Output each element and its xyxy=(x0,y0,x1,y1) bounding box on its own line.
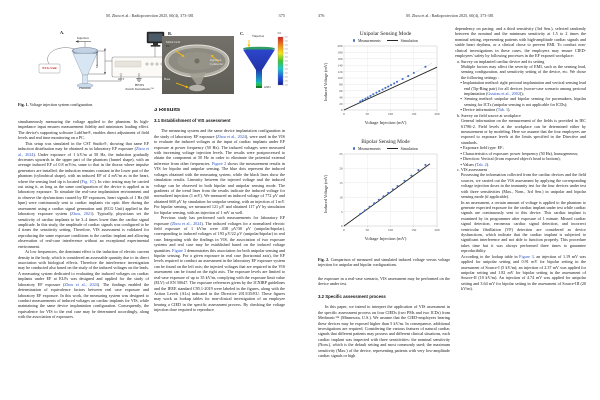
text-run: In this paper, we intend to interpret the application of VIS assessment in the specific assessment process on four CIEDs (two PMs and two ICDs) from Medtronic™ (Minnesota, U.S.). We assume that the CIED-employees bearing these devices may be exposed higher than 5 kV/m. In consequence, additional investigations are required. Considering the various features of natural cardiac signals that different patients may possess and different clinical situations, each cardiac implant was inspected with three sensitivities: the nominal sensitivity (Nom.), which is the default setting and most commonly used; the maximum sensitivity (Max.) of the device, representing patients with very low-amplitude cardiac signals or high xyxy=(318,304,450,359)
svg-text:120: 120 xyxy=(337,69,343,74)
svg-text:0: 0 xyxy=(340,223,343,228)
legend-label-measurements: Measurements xyxy=(357,38,381,43)
text-run: ). Typically, physicians set the sensitivity of cardiac implants to be 3–4 times lower than the cardiac signal amplitude. In this study, the amplitude of cardiac signals was configured to be 4 times the sensitivity setting. Therefore, VIS assessment is validated for reproducing the same exposure conditions to the cardiac implant and allowing observation of real-case interference without an exceptional experimental environment. xyxy=(18,211,149,249)
out-port-label: OUT xyxy=(117,77,125,81)
text-run: ). Under exposure of 1 kV/m at 50 Hz, the induction gradually decreases upwards in the upper part of the phantom (funnel shape), with an average induced EF of 0.8 mV/m, same to that in the thorax where impulse generators are installed; the induction remains constant in the lower part of the phantom (cylindrical shape), with an induced EF of 4 mV/m as in the heart, where the sensing lead tip is located ( xyxy=(18,151,149,184)
paragraph xyxy=(455,26,586,59)
figure-1-caption xyxy=(18,102,148,107)
text-run: ). The induced voltages for a normalized electric field exposure of 1 kV/m were 438 μV/30 μV (unipolar/bipolar), corresponding to induced voltages of 193 μV/22 μV (unipolar/bipolar) in real case. Integrating with the findings in VIS, the association of two exposure systems and real case may be established based on the induced voltage quantities. xyxy=(154,220,285,253)
paragraph xyxy=(318,304,450,358)
chart-plot-bipolar xyxy=(329,152,441,236)
citation-link[interactable]: Figure 2 xyxy=(211,160,227,166)
svg-text:150: 150 xyxy=(411,227,417,232)
svg-text:50: 50 xyxy=(365,111,369,116)
chart-plot-unipolar xyxy=(329,44,441,120)
paragraph xyxy=(455,118,586,145)
text-run: ▪ Implantation method: right pectoral implantation and vertical sensing lead end (Tip-Ring pair) for all devices (worse-case scenario among pectoral implantation ( xyxy=(460,80,586,97)
page-number-left: 375 xyxy=(278,13,285,18)
legend-marker-simulation xyxy=(387,40,398,41)
paragraph xyxy=(18,119,149,141)
svg-text:5: 5 xyxy=(340,209,343,214)
text-run: a. Survey on implanted cardiac device and its setting xyxy=(457,58,545,64)
citation-link[interactable]: Zhou et al., 2024 xyxy=(64,281,98,287)
citation-link[interactable]: Zhou et al., 2024 xyxy=(171,220,202,226)
svg-text:100: 100 xyxy=(388,227,393,232)
injection-connector-label: Injection Connector xyxy=(210,58,224,66)
subsection-heading-3-2: 3.2 Specific assessment process xyxy=(318,293,386,299)
paragraph xyxy=(318,276,450,287)
running-head-left: M. Zhou et al.: Radioprotection 2025, 60(4), 373-381 xyxy=(106,13,194,18)
text-run: Multiple factors may affect the severity of EMI, such as the sensing lead, sensing configuration, and sensitivity setting of the device, etc. We chose the following settings : xyxy=(461,63,586,80)
text-run: demonstrates this association for both unipolar sensing and bipolar sensing. For a given exposure in real case (horizontal axis), the EF levels required to conduct an assessment in the laboratory EF exposure system can be found on the left axis; the injected voltages that are required in the VIS assessment can be found on the right axis. The exposure levels are limited to real-case exposure of up to 35 kV/m, complying with the exposure limit value (ELV) of EN 50647. The exposure references given by the ICNIRP guidelines and the IEEE standard C95.1-2019 were labeled in the figures, along with the Action Levels (ALs) indicated in the Directive 2013/35/EU. These figures may work as lookup tables for non-clinical investigation of an employee bearing a CIED in the specific assessment process. By checking the voltage injection dose required to reproduce xyxy=(154,247,285,313)
subsection-heading-3-1: 3.1 Establishment of VIS assessment xyxy=(154,118,231,124)
svg-text:0: 0 xyxy=(340,107,343,112)
svg-text:200: 200 xyxy=(434,111,440,116)
text-run: simultaneously measuring the voltage applied to the phantom. Its high-impedance input ensures measurement fidelity and minimizes loading effect. The device's supporting software LabOne®, enables direct adjustment of field levels and real time monitoring on a PC. xyxy=(18,119,149,141)
text-run: According to the lookup table in xyxy=(461,253,520,259)
citation-link[interactable]: Gustrau et al., 2002 xyxy=(487,91,520,97)
chart-title-bipolar: Bipolar Sensing Mode xyxy=(361,139,410,145)
y-axis-label-bipolar: Induced Voltage (mV) xyxy=(323,174,328,213)
panel-a-label: A. xyxy=(60,30,65,35)
panel-a-diagram xyxy=(39,32,167,88)
text-run: ▪ Direction: Vertical (from exposed object's head to bottom); xyxy=(460,156,561,162)
colorbar-micro-labels xyxy=(285,37,288,86)
paragraph xyxy=(455,64,586,80)
chart-legend-bipolar xyxy=(322,147,442,151)
running-head-right: M. Zhou et al.: Radioprotection 2025, 60(4), 373-381 xyxy=(406,13,494,18)
chart-bipolar xyxy=(322,139,442,241)
phantom-label: Phantom xyxy=(79,85,91,90)
svg-text:20: 20 xyxy=(339,166,343,171)
svg-text:160: 160 xyxy=(337,56,343,61)
bullet-item xyxy=(455,96,586,107)
text-run: ▪ Characteristics of exposure: power frequency (50 Hz), homogeneous; xyxy=(460,150,579,156)
text-run: , an injection of 1.19 mV was applied for unipolar setting and 0.91 mV for bipolar setting in the assessment of Source-I (5 kV/m); an injection of 2.37 mV was applied for unipolar setting and 1.82 mV for bipolar setting in the assessment of Source-II (10 kV/m). An injection of 4.74 mV was applied for unipolar setting and 3.64 mV for bipolar setting in the assessment of Source-III (20 kV/m). xyxy=(461,253,586,292)
text-run: b. Survey on field source at workplace xyxy=(457,112,521,118)
text-run: Fig. 2. xyxy=(318,257,330,262)
x-axis-label-bipolar: Voltage Injection (mV) xyxy=(364,236,407,241)
right-page-column-2 xyxy=(455,26,586,392)
text-run: c. VIS assessment xyxy=(457,166,487,172)
text-run: ), were used in the VIS to evaluate the induced voltages at the input of cardiac implants under EF exposure at power frequency (50 Hz). The induced voltages were measured with increasing voltage injection levels. The results were postprocessed to obtain the component at 50 Hz in order to eliminate the potential external inference from other frequencies. xyxy=(154,133,285,166)
svg-text:40: 40 xyxy=(339,94,343,99)
page-number-right: 376 xyxy=(318,13,325,18)
text-run: In an assessment, a certain amount of voltage is applied to the phantom to generate expected exposure for the cardiac implant under test while cardiac signals are continuously sent to this device. This cardiac implant is examined by its programmer after exposure of 1 minute. Missed cardiac signal detection, erroneous cardiac signal detection, and incorrect ventricular fibrillation (VF) detection are considered as device dysfunctions, which indicate that the cardiac implant is subjected to significant interference and not able to function properly. This procedure takes time but it was always performed three times to guarantee reproducibility. xyxy=(461,199,586,254)
text-run: General information on the measurement of the fields is provided in IEC 61786-2. Field levels at the workplace can be determined either by measurement or by modeling. Here we assume that the four employees are exposed to exposure levels at the limits specified in the Directive and standards. xyxy=(461,118,586,145)
svg-text:180: 180 xyxy=(337,50,343,55)
svg-text:0: 0 xyxy=(343,227,345,232)
paragraph xyxy=(18,249,149,319)
text-run: ▪ Sensing method: unipolar and bipolar sensing for pacemakers, bipolar sensing for ICTs (unipolar sensing is not applicable for ICDs); xyxy=(460,96,586,107)
colorbar-unit-label: mV xyxy=(277,32,282,36)
citation-link[interactable]: Tab. 2 xyxy=(476,161,487,167)
paragraph xyxy=(154,128,285,215)
paragraph xyxy=(455,172,586,199)
figure-1 xyxy=(35,28,290,102)
text-run: This setup was simulated in the CST Studio®, showing that same EF induction distribution may be obtained as in laboratory EF exposure ( xyxy=(18,140,149,152)
metal-grid-label: Metal Grid xyxy=(166,40,181,44)
text-run: ▪ Exposure field type: EF; xyxy=(460,145,504,151)
svg-text:0: 0 xyxy=(343,111,345,116)
paragraph xyxy=(455,254,586,292)
svg-text:100: 100 xyxy=(388,111,393,116)
x-axis-label-unipolar: Voltage Injection (mV) xyxy=(364,120,407,125)
left-page-column-1 xyxy=(18,119,149,391)
legend-marker-measurements xyxy=(353,147,355,149)
legend-label-simulation: Simulation xyxy=(400,146,418,151)
svg-text:20: 20 xyxy=(339,101,343,106)
paragraph xyxy=(154,215,285,313)
svg-text:80: 80 xyxy=(339,82,343,87)
citation-link[interactable]: Fig. 1C xyxy=(81,178,95,184)
text-run: dependency on pacing; and a third sensitivity (3rd Sen.), selected randomly between the nominal and the minimum sensitivity at 1.5 to 2 times the nominal setting, representing patients with high-amplitude cardiac signals and stable heart rhythms, or a clinical chose to prevent EMI. To conduct non-clinical investigations in these cases, the employers may ensure CIED-employees' safety by following processes in the EF exposed workplace: xyxy=(455,26,586,59)
text-run: The measuring system and the same device implantation configuration in the study of laboratory EF exposure ( xyxy=(154,128,285,139)
text-run: Voltage injection system configuration. xyxy=(28,102,94,107)
text-run: shows the measurement results in VIS for bipolar and unipolar sensing. The blue dots represent the induced voltages obtained with the measuring system, while the black lines show the simulation results. Linearity between the injected voltage and the induced voltage can be observed in both bipolar and unipolar sensing mode. The gradients of the trend lines from the results indicate the induced voltage for normalized injection (1 mV). We measured an induced voltage of 772 μV and obtained 668 μV by simulation for unipolar sensing, with an injection of 1 mV. For bipolar sensing, we measured 121 μV and obtained 117 μV by simulation for bipolar sensing, with an injection of 1 mV as well. xyxy=(154,160,285,215)
svg-text:10: 10 xyxy=(339,194,343,199)
citation-link[interactable]: Figure 3 xyxy=(519,253,534,259)
chart-legend-unipolar xyxy=(322,39,442,43)
section-heading-results: 3 Results xyxy=(154,108,181,113)
paragraph xyxy=(18,141,149,249)
chart-unipolar xyxy=(322,31,442,125)
colorbar-ticks xyxy=(283,37,284,85)
chart-title-unipolar: Unipolar Sensing Mode xyxy=(359,31,412,37)
bullet-item xyxy=(455,80,586,96)
left-page-column-2 xyxy=(154,108,285,392)
instrument-name: HF2IS xyxy=(134,82,145,87)
svg-text:50: 50 xyxy=(365,227,369,232)
text-run: ▪ Device information ( xyxy=(460,107,498,113)
right-page-column-1 xyxy=(318,276,450,392)
text-run: ). xyxy=(508,107,511,113)
citation-link[interactable]: Zhou et al., 2024 xyxy=(217,133,246,139)
svg-text:15: 15 xyxy=(339,180,343,185)
text-run: ▪ Values ( xyxy=(460,161,477,167)
gnd-label: GND xyxy=(264,85,271,89)
text-run: )); xyxy=(519,91,524,97)
instrument-brand: Zurich Instruments™ xyxy=(125,86,154,91)
in-port-label: IN xyxy=(137,77,141,81)
paragraph xyxy=(455,200,586,254)
citation-link[interactable]: Zhou, 2021 xyxy=(71,211,93,217)
legend-label-simulation: Simulation xyxy=(400,38,418,43)
legend-label-measurements: Measurements xyxy=(357,146,381,151)
legend-marker-simulation xyxy=(387,148,398,149)
y-axis-label-unipolar: Induced Voltage (mV) xyxy=(323,62,328,101)
svg-text:25: 25 xyxy=(339,151,343,156)
citation-link[interactable]: Zhou et al., 2024 xyxy=(18,146,149,157)
measurement-label: Measurement xyxy=(95,51,100,68)
panel-b-label: B. xyxy=(168,30,172,36)
text-run: Comparison of measured and simulated induced voltage versus voltage injection for unipolar and bipolar configurations. xyxy=(318,257,450,268)
text-run: ). In vitro testing may be carried out using it, as long as the same configuration of the device is applied as in laboratory exposure. To simulate the real-case implantation environment and to observe the dysfunctions caused by EF exposures, heart signals of 1 Hz (60 bpm) were continuously sent to cardiac implants via optic fiber during the assessment using a cardiac signal generation unit (ECG Unit) applied in the laboratory exposure system ( xyxy=(18,178,149,217)
ecg-unit-label: ECG Unit xyxy=(42,65,57,70)
text-run: ). The findings enabled the determination of equivalence factors between real case exposure and laboratory EF exposure. In this work, the measuring system was designed to conduct measurements of induced voltages on cardiac implants for VIS, while maintaining the same device implantation configuration. Consequently, the equivalence for VIS to the real case may be determined accordingly, along with the association of exposures. xyxy=(18,281,149,320)
text-run: Fig. 1. xyxy=(18,102,29,107)
text-run: Possessing the information collected from the cardiac devices and the field sources, we carried out the VIS assessment by applying the corresponding voltage injection doses in the immunity test for the four devices under test with three sensitivities (Max., Nom., 3rd Sen.) in unipolar and bipolar sensing mode (if applicable). xyxy=(461,172,586,200)
svg-text:60: 60 xyxy=(339,88,343,93)
legend-marker-measurements xyxy=(353,39,355,41)
svg-text:200: 200 xyxy=(434,227,440,232)
svg-text:150: 150 xyxy=(411,111,417,116)
svg-text:200: 200 xyxy=(337,43,343,48)
text-run: Previous study has performed such measurements for laboratory EF exposure ( xyxy=(154,215,285,226)
text-run: At low frequencies, the dominant effect is the induction of electric current density in the body, which is considered an assessable quantity due to its direct association with biological effects. Therefore the interference investigation may be conducted also based on the study of the induced voltages on the leads. A measuring system dedicated to evaluating the induced voltages on cardiac implants under EF at ELFs was designed and applied for the study of laboratory EF exposure ( xyxy=(18,249,149,287)
svg-text:100: 100 xyxy=(337,75,343,80)
injection-label: Injection xyxy=(77,35,89,40)
v-injection-label: V̄injection xyxy=(252,34,265,38)
panel-c-label: C. xyxy=(240,30,245,36)
citation-link[interactable]: Tab. 1 xyxy=(497,107,509,113)
figure-2-caption xyxy=(318,257,450,267)
citation-link[interactable]: Figure 3 xyxy=(172,247,187,253)
svg-text:140: 140 xyxy=(337,62,343,67)
text-run: the exposure in a real-case scenario, VIS assessment may be performed on the device under test. xyxy=(318,276,450,287)
text-run: ). xyxy=(486,161,490,167)
pc-label: PC xyxy=(166,43,171,48)
base-label: Base xyxy=(164,77,171,81)
